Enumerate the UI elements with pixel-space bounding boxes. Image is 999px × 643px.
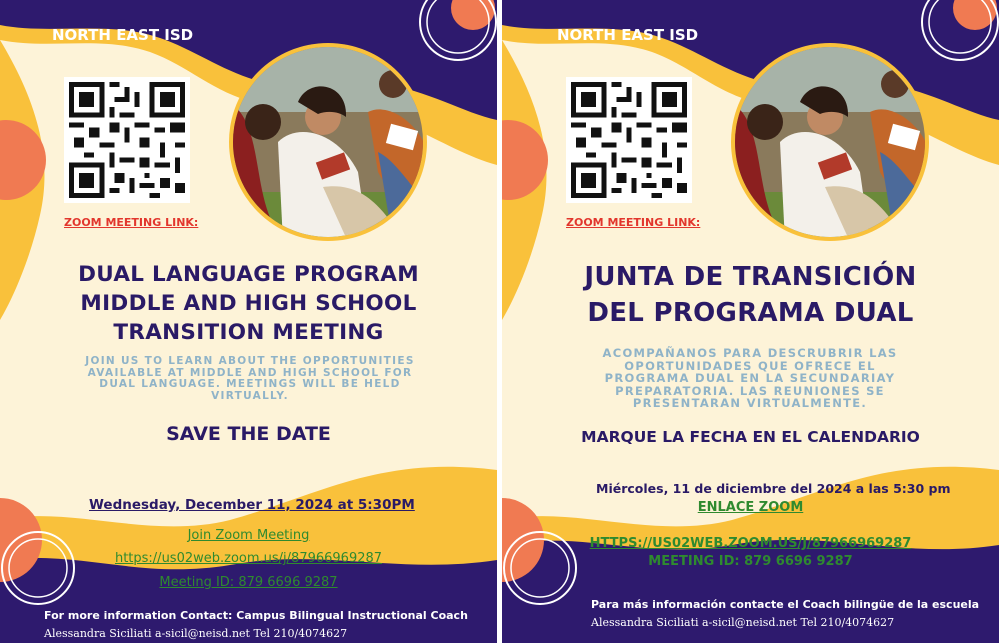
meeting-description <box>560 347 940 410</box>
title-line-1: JUNTA DE TRANSICIÓN <box>584 262 917 292</box>
save-the-date-heading: MARQUE LA FECHA EN EL CALENDARIO <box>581 428 920 446</box>
description-line-2: OPORTUNIDADES QUE OFRECE EL <box>624 358 876 373</box>
join-zoom-link[interactable]: ENLACE ZOOM <box>697 500 804 515</box>
title-line-3: TRANSITION MEETING <box>113 320 384 345</box>
description-line-3: DUAL LANGUAGE. MEETINGS WILL BE HELD <box>99 378 401 390</box>
description-line-1: JOIN US TO LEARN ABOUT THE OPPORTUNITIES <box>85 355 415 367</box>
flyer-spanish <box>502 0 999 643</box>
title-line-2: DEL PROGRAMA DUAL <box>587 298 914 328</box>
zoom-url-link[interactable]: HTTPS://US02WEB.ZOOM.US/J/87966969287 <box>589 536 912 551</box>
description-line-1: ACOMPAÑANOS PARA DESCRUBRIR LAS <box>602 346 898 360</box>
meeting-date: Wednesday, December 11, 2024 at 5:30PM <box>89 497 415 513</box>
students-photo <box>228 42 428 242</box>
zoom-url-link[interactable]: https://us02web.zoom.us/j/87966969287 <box>114 551 383 566</box>
title-line-2: MIDDLE AND HIGH SCHOOL <box>80 291 417 316</box>
more-info-text: For more information Contact: Campus Bilingual Instructional Coach <box>44 609 468 622</box>
district-name: NORTH EAST ISD <box>557 26 699 44</box>
description-line-5: PRESENTARAN VIRTUALMENTE. <box>632 396 868 410</box>
qr-code-image[interactable] <box>64 77 190 203</box>
save-the-date-heading: SAVE THE DATE <box>166 423 331 445</box>
description-line-4: VIRTUALLY. <box>211 389 289 402</box>
meeting-date: Miércoles, 11 de diciembre del 2024 a las 5:30 pm <box>596 481 951 496</box>
zoom-meeting-link-label[interactable]: ZOOM MEETING LINK: <box>64 216 199 229</box>
district-name: NORTH EAST ISD <box>52 26 194 44</box>
description-line-4: PREPARATORIA. LAS REUNIONES SE <box>615 383 885 398</box>
students-photo <box>730 42 930 242</box>
contact-text: Alessandra Siciliati a-sicil@neisd.net Tel 210/4074627 <box>44 627 348 640</box>
join-zoom-link[interactable]: Join Zoom Meeting <box>187 528 310 543</box>
flyer-english <box>0 0 497 643</box>
description-line-2: AVAILABLE AT MIDDLE AND HIGH SCHOOL FOR <box>87 366 413 379</box>
contact-text: Alessandra Siciliati a-sicil@neisd.net Tel 210/4074627 <box>591 616 895 629</box>
meeting-id: MEETING ID: 879 6696 9287 <box>648 554 853 569</box>
zoom-meeting-link-label[interactable]: ZOOM MEETING LINK: <box>566 216 701 229</box>
meeting-title <box>20 260 477 347</box>
meeting-title <box>522 259 979 331</box>
qr-code-image[interactable] <box>566 77 692 203</box>
meeting-description <box>60 356 440 402</box>
title-line-1: DUAL LANGUAGE PROGRAM <box>78 262 419 287</box>
more-info-text: Para más información contacte el Coach bilingüe de la escuela <box>591 598 980 611</box>
meeting-id: Meeting ID: 879 6696 9287 <box>159 575 338 590</box>
description-line-3: PROGRAMA DUAL EN LA SECUNDARIAY <box>604 371 896 385</box>
